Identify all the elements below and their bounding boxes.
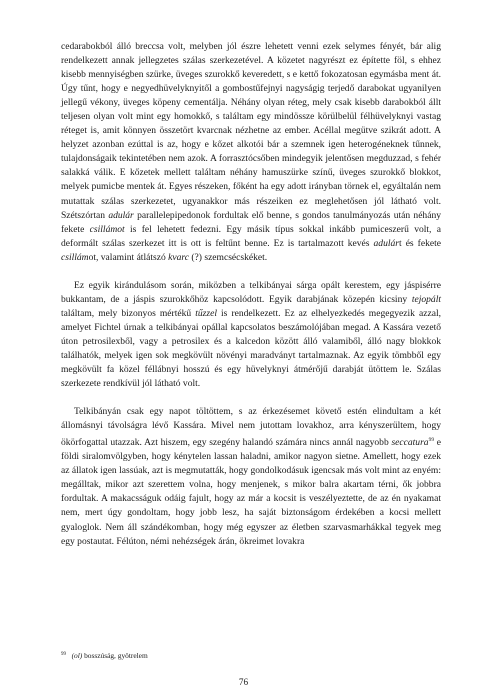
italic-term: tejopált bbox=[411, 293, 441, 305]
text-run: Telkibányán csak egy napot töltöttem, s az érkezésemet követő estén elindultam a két állomásnyi távolságra lévő Kassára. Mivel nem jutottam lovakhoz, arra kényszerültem, hogy ökörfogattal utazzak. Azt hiszem, egy szegény halandó számára nincs annál nagyobb bbox=[61, 406, 441, 449]
footnote-number: 99 bbox=[61, 652, 66, 657]
italic-term: adulár bbox=[373, 237, 399, 249]
paragraph-1 bbox=[61, 40, 441, 265]
text-run: (?) szemcsécskéket. bbox=[188, 251, 268, 263]
italic-term: csillámot bbox=[89, 223, 125, 235]
paragraph-3 bbox=[61, 405, 441, 548]
body-text bbox=[61, 40, 441, 549]
footnote-reference: 99 bbox=[428, 437, 435, 444]
footnote bbox=[61, 650, 441, 661]
footnote-text: bosszúság, gyötrelem bbox=[82, 651, 148, 660]
text-run: találtam, mely bizonyos mértékű bbox=[61, 307, 196, 319]
italic-term: csillám bbox=[61, 251, 89, 263]
text-run: parallelepipedonok fordultak elő benne, s gondos tanulmányozás után néhány fekete bbox=[61, 209, 441, 235]
text-run: t és fekete bbox=[399, 237, 441, 249]
italic-term: kvarc bbox=[168, 251, 189, 263]
text-run: Ez egyik kirándulásom során, miközben a telkibányai sárga opált kerestem, egy jáspisérre bukkantam, de a jáspis szurokkőhöz kapcsolódott. Egyik darabjának közepén kicsiny bbox=[61, 279, 441, 305]
text-run: e földi siralomvölgyben, hogy kénytelen lassan haladni, amikor nagyon sietne. Amellett, hogy ezek az állatok igen lassúak, azt is megmutatták, hogy gondolkodásuk igencsak más volt mint az enyém: megálltak, mikor azt szerettem volna, hogy menjenek, s mikor balra akartam térni, ők jobbra fordultak. A makacsságuk odáig fajult, hogy az már a kocsit is veszélyeztette, de az én nyakamat nem, mert úgy gondoltam, hogy jobb lesz, ha saját biztonságom érdekében a kocsi mellett gyaloglok. Nem áll szándékomban, hogy még egyszer az életben szarvasmarhákkal tegyek meg egy postautat. Félúton, némi nehézségek árán, ökreimet lovakra bbox=[61, 437, 442, 547]
italic-term: tűzzel bbox=[195, 307, 217, 319]
footnote-term: (ol) bbox=[71, 651, 83, 660]
text-run: ot, valamint átlátszó bbox=[88, 251, 169, 263]
text-run: cedarabokból álló breccsa volt, melyben jól észre lehetett venni ezek selymes fényét, bár alig rendelkezett annak jellegzetes szálas szerkezetével. A közetet nagyrészt ez építette föl, s ehhez kisebb mennyiségben szürke, üveges szurokkő keveredett, s e kettő fokozatosan egymásba ment át. Úgy tűnt, hogy e negyedhüvelyknyitől a gombostűfejnyi nagyságig terjedő darabokat ugyanilyen jellegű vékony, üveges köpeny cementálja. Néhány olyan réteg, mely csak kisebb darabokból állt teljesen olyan volt mint egy homokkő, s találtam egy mindössze körülbelül félhüvelyknyi vastag réteget is, amit könnyen összetört kvarcnak nézhetne az ember. Acéllal megütve szikrát adott. A helyzet azonban ezúttal is az, hogy e kőzet alkotói bár a szemnek igen heterogéneknek tűnnek, tulajdonságaik tekintetében nem azok. A forrasztócsőben mindegyik jelentősen megduzzad, s fehér salakká válik. E kőzetek mellett találtam néhány hamuszürke színű, üveges szurokkő blokkot, melyek pumicbe mentek át. Egyes részeken, főként ha egy adott irányban törnek el, egyáltalán nem mutattak szálas szerkezetet, ugyanakkor más részeiken ez meglehetősen jól látható volt. Szétszórtan bbox=[61, 41, 441, 221]
paragraph-2 bbox=[61, 279, 441, 391]
page-number: 76 bbox=[238, 677, 249, 687]
text-run: is fel lehetett fedezni. Egy másik típus sokkal inkább pumiceszerű volt, a deformált szálas szerkezet itt is ott is feltűnt benne. Ez is tartalmazott kevés bbox=[61, 223, 441, 249]
text-run: is rendelkezett. Ez az elhelyezkedés megegyezik azzal, amelyet Fichtel úrnak a telkibányai opállal kapcsolatos beszámolójában megad. A Kassára vezető úton petrosilexből, vagy a petrosilex és a kalcedon között álló valamiből, álló nagy blokkok találhatók, melyek igen sok megkövült növényi maradványt tartalmaznak. Az egyik tömbből egy megkövült fa közel féllábnyi hosszú és egy hüvelyknyi átmérőjű darabját ütöttem le. Szálas szerkezete rendkívül jól látható volt. bbox=[61, 307, 441, 390]
italic-term: seccatura bbox=[391, 437, 429, 449]
italic-term: adulár bbox=[108, 209, 134, 221]
